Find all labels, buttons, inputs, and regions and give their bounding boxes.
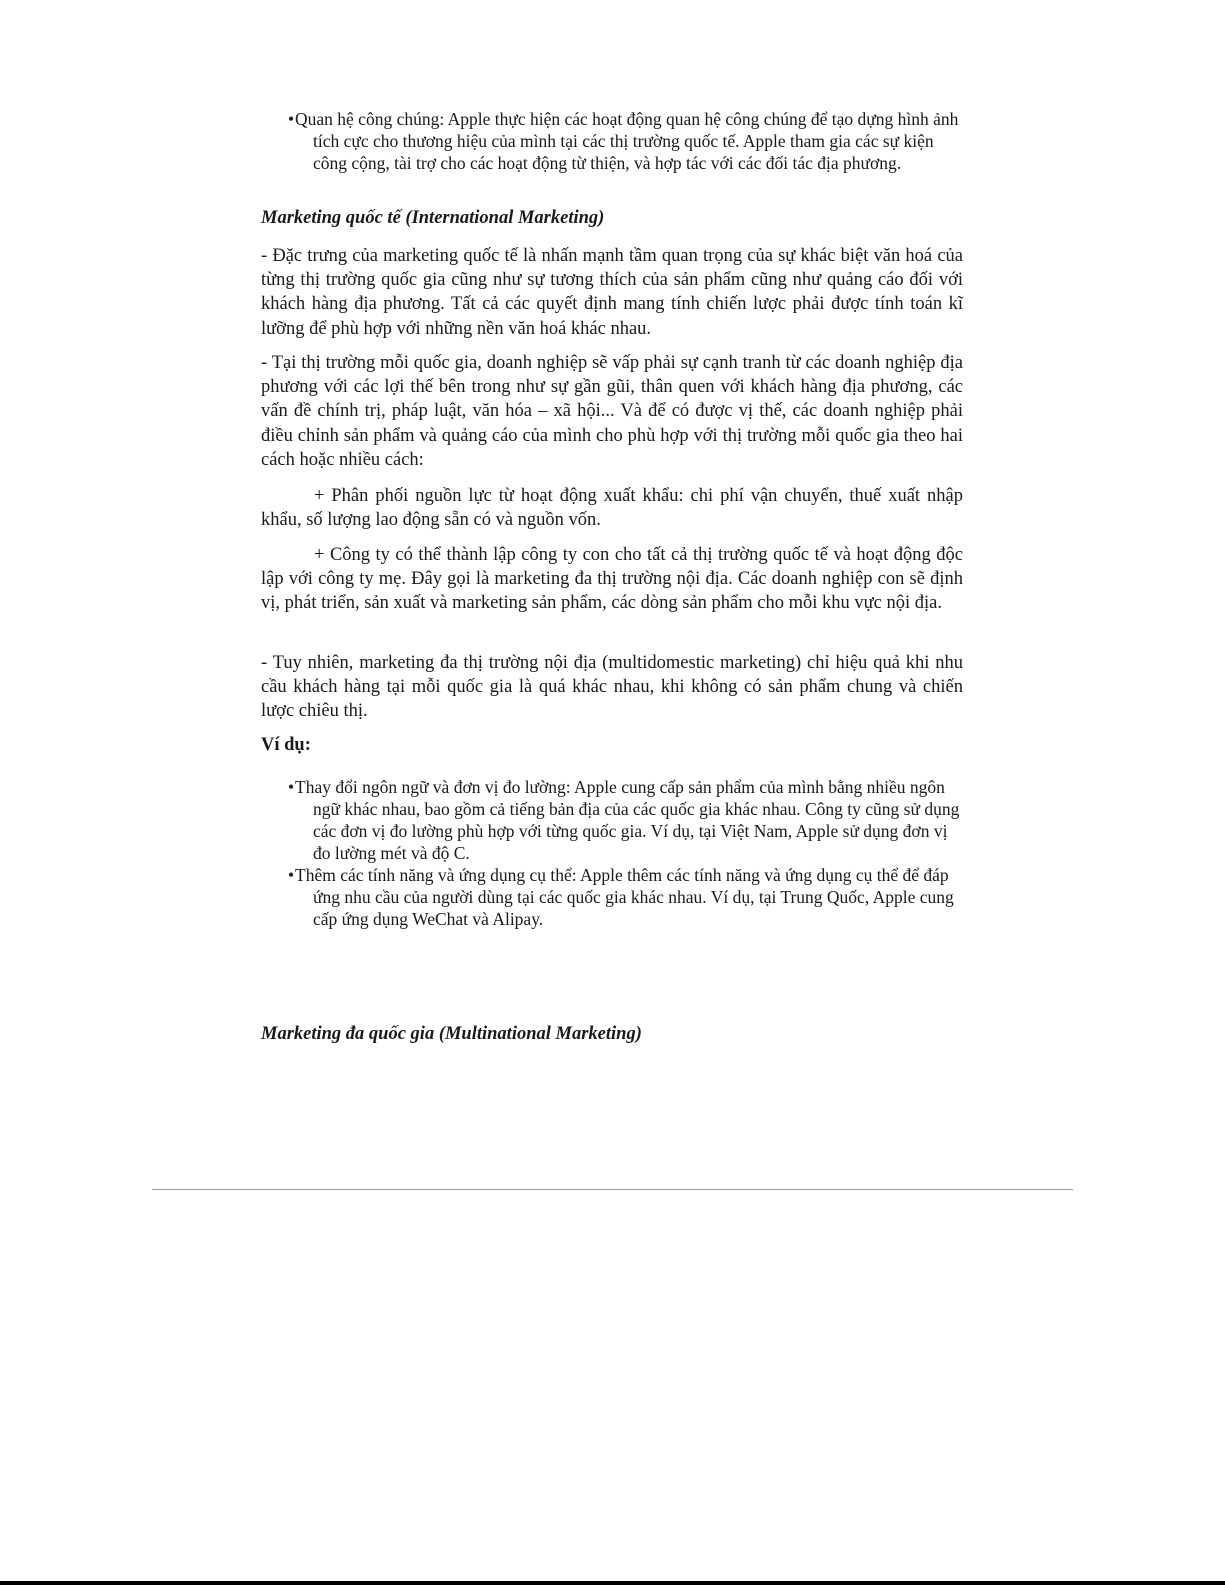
bullet-icon: •	[288, 865, 295, 885]
section-heading-international-marketing: Marketing quốc tế (International Marketing)	[261, 208, 605, 228]
bullet-icon: •	[288, 109, 295, 129]
paragraph-resource-distribution: + Phân phối nguồn lực từ hoạt động xuất khẩu: chi phí vận chuyển, thuế xuất nhập khẩu, số lượng lao động sẵn có và nguồn vốn.	[261, 486, 963, 531]
paragraph-international-characteristics: - Đặc trưng của marketing quốc tế là nhấn mạnh tầm quan trọng của sự khác biệt văn hoá của từng thị trường quốc gia cũng như sự tương thích của sản phẩm cũng như quảng cáo đối với khách hàng địa phương. Tất cả các quyết định mang tính chiến lược phải được tính toán kĩ lưỡng để phù hợp với những nền văn hoá khác nhau.	[261, 246, 963, 339]
list-item	[288, 864, 968, 930]
page-divider	[152, 1189, 1073, 1190]
list-item	[288, 108, 968, 174]
bullet-text: Thay đổi ngôn ngữ và đơn vị đo lường: Apple cung cấp sản phẩm của mình bằng nhiều ngôn ngữ khác nhau, bao gồm cả tiếng bản địa của các quốc gia khác nhau. Công ty cũng sử dụng các đơn vị đo lường phù hợp với từng quốc gia. Ví dụ, tại Việt Nam, Apple sử dụng đơn vị đo lường mét và độ C.	[295, 777, 960, 863]
bullet-icon: •	[288, 777, 295, 797]
paragraph-local-competition: - Tại thị trường mỗi quốc gia, doanh nghiệp sẽ vấp phải sự cạnh tranh từ các doanh nghiệp địa phương với các lợi thế bên trong như sự gần gũi, thân quen với khách hàng địa phương, các vấn đề chính trị, pháp luật, văn hóa – xã hội... Và để có được vị thế, các doanh nghiệp phải điều chỉnh sản phẩm và quảng cáo của mình cho phù hợp với thị trường mỗi quốc gia theo hai cách hoặc nhiều cách:	[261, 353, 963, 470]
bullet-text: Thêm các tính năng và ứng dụng cụ thể: Apple thêm các tính năng và ứng dụng cụ thể để đáp ứng nhu cầu của người dùng tại các quốc gia khác nhau. Ví dụ, tại Trung Quốc, Apple cung cấp ứng dụng WeChat và Alipay.	[295, 865, 954, 929]
page-bottom-border	[0, 1581, 1225, 1585]
bullet-list-public-relations	[288, 108, 968, 174]
list-item	[288, 776, 968, 864]
paragraph-subsidiaries: + Công ty có thể thành lập công ty con cho tất cả thị trường quốc tế và hoạt động độc lập với công ty mẹ. Đây gọi là marketing đa thị trường nội địa. Các doanh nghiệp con sẽ định vị, phát triển, sản xuất và marketing sản phẩm, các dòng sản phẩm cho mỗi khu vực nội địa.	[261, 545, 963, 614]
bullet-text: Quan hệ công chúng: Apple thực hiện các hoạt động quan hệ công chúng để tạo dựng hình ảnh tích cực cho thương hiệu của mình tại các thị trường quốc tế. Apple tham gia các sự kiện công cộng, tài trợ cho các hoạt động từ thiện, và hợp tác với các đối tác địa phương.	[295, 109, 959, 173]
bullet-list-examples	[288, 776, 968, 930]
example-label: Ví dụ:	[261, 735, 311, 755]
section-heading-multinational-marketing: Marketing đa quốc gia (Multinational Marketing)	[261, 1024, 642, 1044]
paragraph-multidomestic-note: - Tuy nhiên, marketing đa thị trường nội địa (multidomestic marketing) chỉ hiệu quả khi nhu cầu khách hàng tại mỗi quốc gia là quá khác nhau, khi không có sản phẩm chung và chiến lược chiêu thị.	[261, 653, 963, 722]
